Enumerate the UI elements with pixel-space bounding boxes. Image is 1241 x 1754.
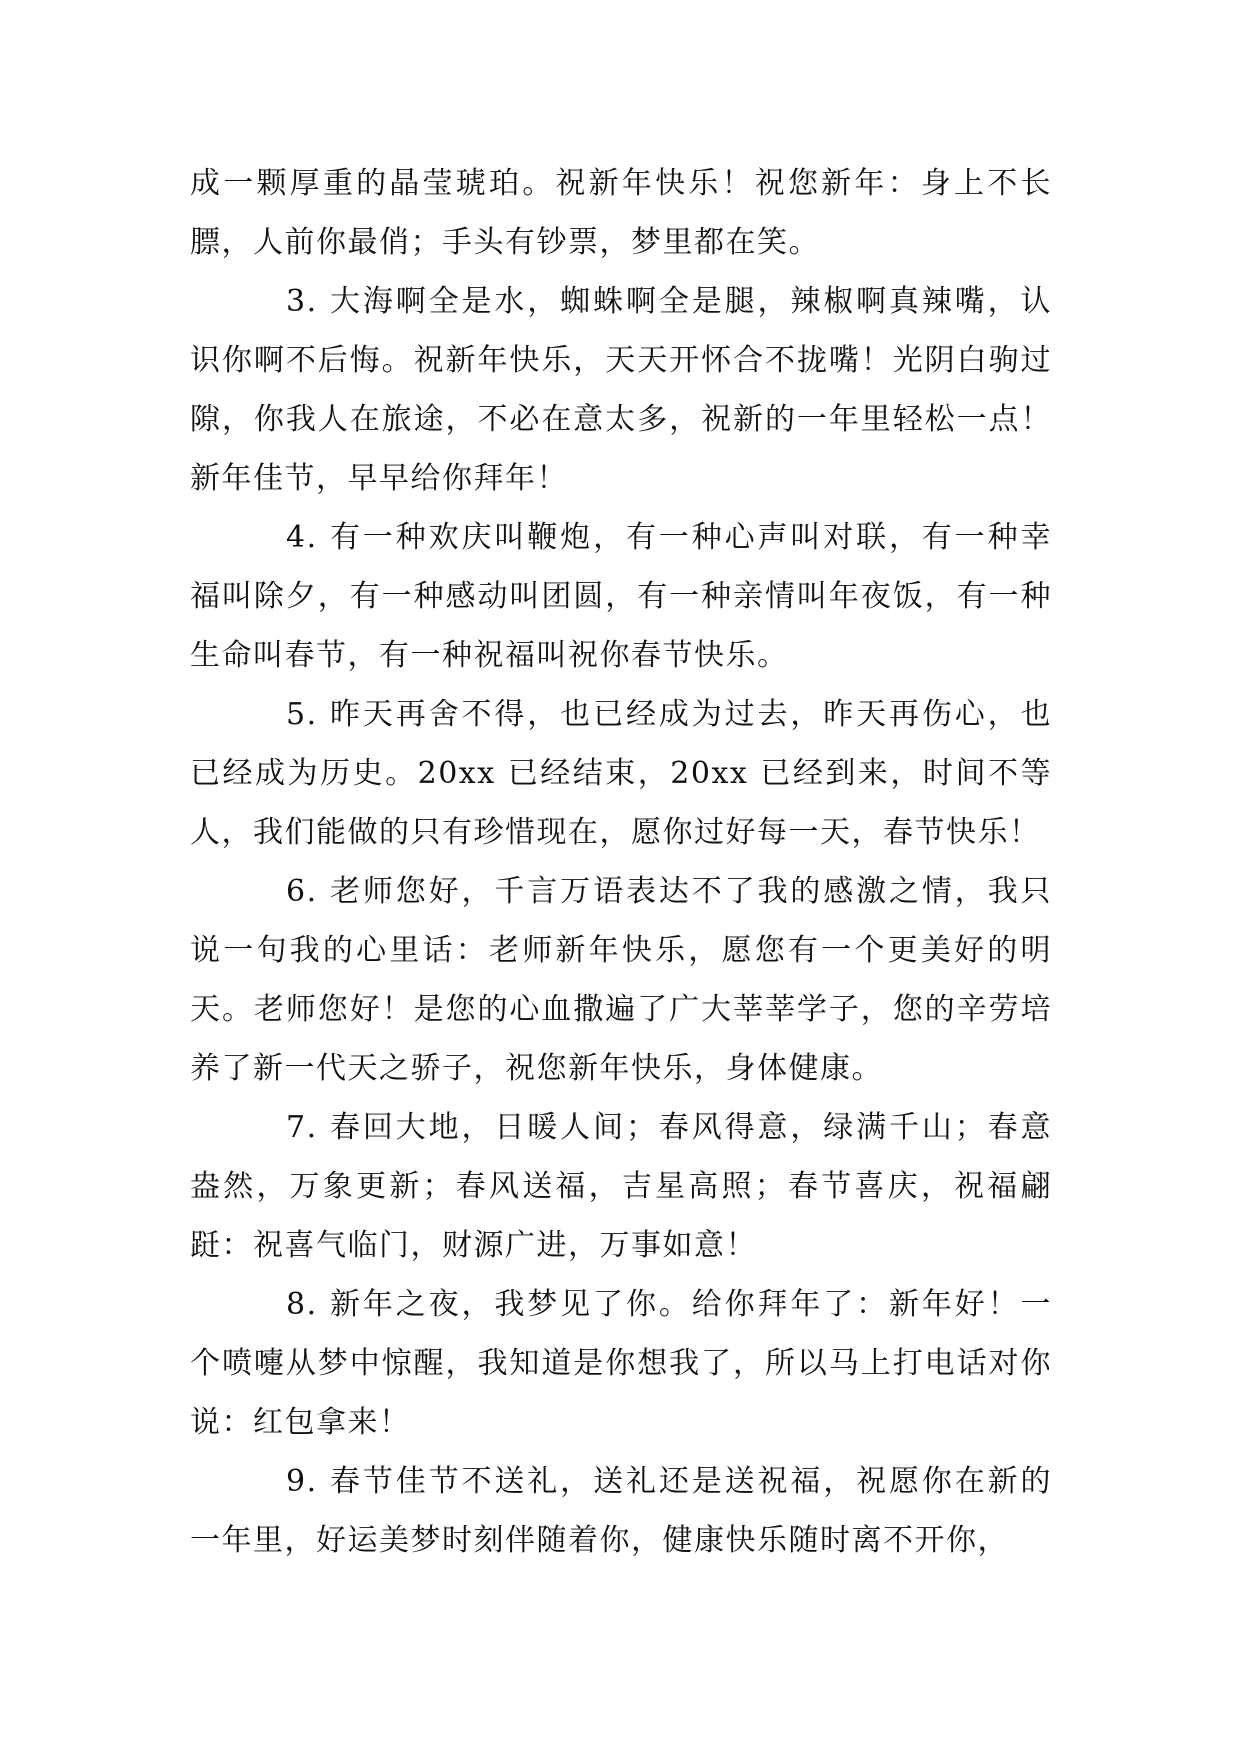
paragraph-item-7: 7. 春回大地，日暖人间；春风得意，绿满千山；春意盎然，万象更新；春风送福，吉星高照；春节喜庆，祝福翩跹：祝喜气临门，财源广进，万事如意！ — [190, 1110, 1052, 1263]
paragraph-item-3: 3. 大海啊全是水，蜘蛛啊全是腿，辣椒啊真辣嘴，认识你啊不后悔。祝新年快乐，天天开怀合不拢嘴！光阴白驹过隙，你我人在旅途，不必在意太多，祝新的一年里轻松一点！新年佳节，早早给你拜年！ — [190, 284, 1052, 496]
paragraph-item-5: 5. 昨天再舍不得，也已经成为过去，昨天再伤心，也已经成为历史。20xx 已经结束，20xx 已经到来，时间不等人，我们能做的只有珍惜现在，愿你过好每一天，春节快乐！ — [190, 697, 1052, 850]
paragraph-item-9: 9. 春节佳节不送礼，送礼还是送祝福，祝愿你在新的一年里，好运美梦时刻伴随着你，健康快乐随时离不开你， — [190, 1464, 1052, 1558]
paragraph-continuation: 成一颗厚重的晶莹琥珀。祝新年快乐！祝您新年：身上不长膘，人前你最俏；手头有钞票，梦里都在笑。 — [190, 166, 1052, 260]
paragraph-item-4: 4. 有一种欢庆叫鞭炮，有一种心声叫对联，有一种幸福叫除夕，有一种感动叫团圆，有一种亲情叫年夜饭，有一种生命叫春节，有一种祝福叫祝你春节快乐。 — [190, 520, 1052, 673]
paragraph-item-8: 8. 新年之夜，我梦见了你。给你拜年了：新年好！一个喷嚏从梦中惊醒，我知道是你想我了，所以马上打电话对你说：红包拿来！ — [190, 1287, 1052, 1440]
paragraph-item-6: 6. 老师您好，千言万语表达不了我的感激之情，我只说一句我的心里话：老师新年快乐，愿您有一个更美好的明天。老师您好！是您的心血撒遍了广大莘莘学子，您的辛劳培养了新一代天之骄子，祝您新年快乐，身体健康。 — [190, 874, 1052, 1086]
document-body — [190, 154, 1052, 1570]
